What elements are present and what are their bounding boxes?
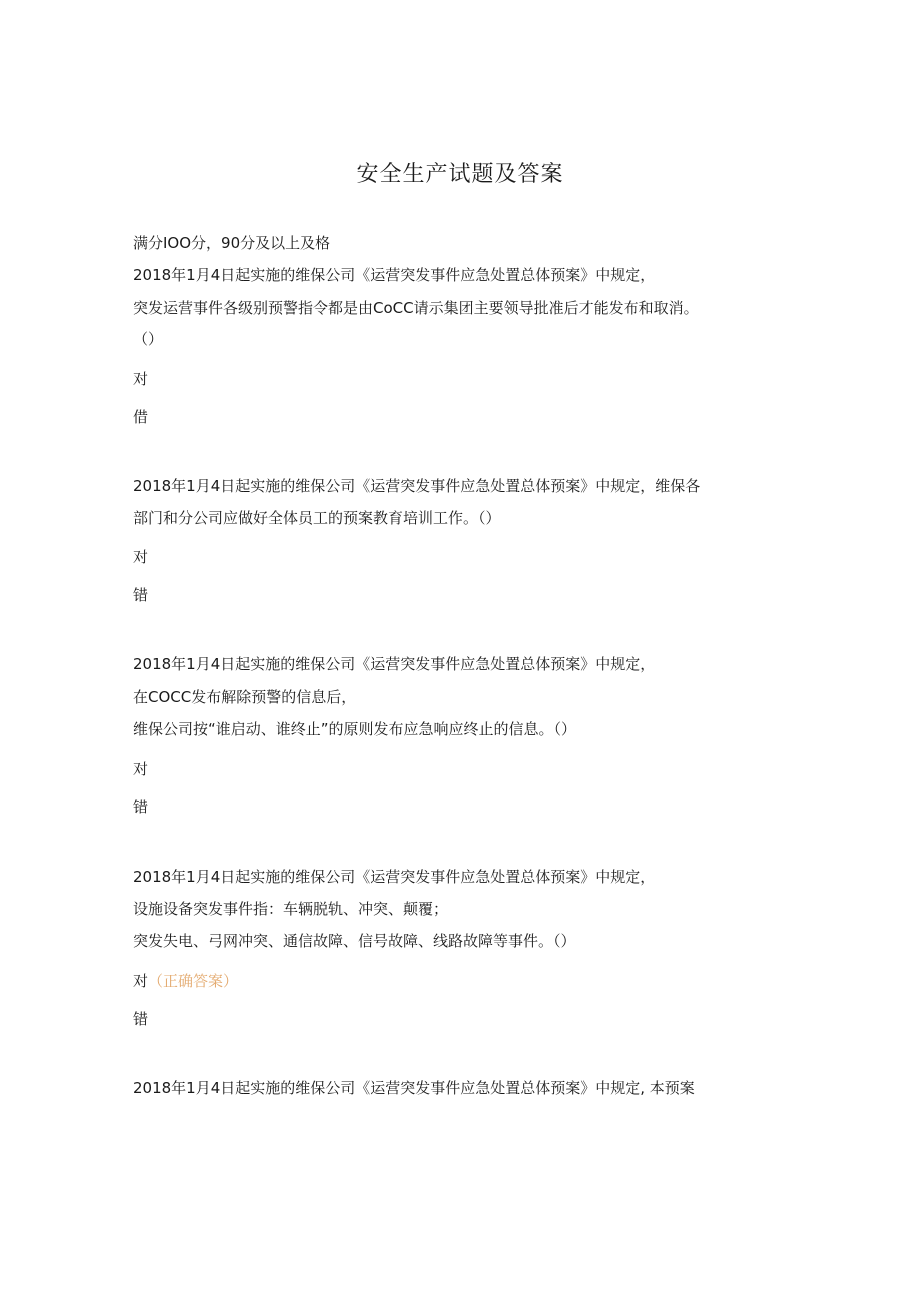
question-text-line: 设施设备突发事件指：车辆脱轨、冲突、颠覆； — [133, 900, 449, 918]
question-text-line: 部门和分公司应做好全体员工的预案教育培训工作。（） — [133, 509, 501, 527]
page-title: 安全生产试题及答案 — [356, 162, 564, 187]
question-text-line: 维保公司按“谁启动、谁终止”的原则发布应急响应终止的信息。（） — [133, 720, 577, 738]
option-false[interactable]: 错 — [133, 1010, 149, 1028]
option-false[interactable]: 错 — [133, 586, 149, 604]
option-false[interactable]: 错 — [133, 798, 149, 816]
option-label: 对 — [133, 972, 149, 990]
question-text-line: 2018年1月4日起实施的维保公司《运营突发事件应急处置总体预案》中规定， — [133, 655, 656, 673]
option-true[interactable]: 对 — [133, 548, 149, 566]
question-text-line: 突发运营事件各级别预警指令都是由CoCC请示集团主要领导批准后才能发布和取消。 — [133, 299, 699, 317]
question-text-line: 2018年1月4日起实施的维保公司《运营突发事件应急处置总体预案》中规定，维保各 — [133, 477, 701, 495]
exam-intro: 满分IOO分，90分及以上及格 — [133, 234, 331, 252]
option-false[interactable]: 借 — [133, 408, 149, 426]
question-text-line: 2018年1月4日起实施的维保公司《运营突发事件应急处置总体预案》中规定， — [133, 868, 656, 886]
question-text-line: 2018年1月4日起实施的维保公司《运营突发事件应急处置总体预案》中规定, 本预案 — [133, 1079, 695, 1097]
correct-answer-mark: （正确答案） — [148, 972, 239, 990]
question-text-line: 突发失电、弓网冲突、通信故障、信号故障、线路故障等事件。（） — [133, 932, 576, 950]
option-true[interactable] — [133, 970, 238, 991]
option-true[interactable]: 对 — [133, 370, 149, 388]
question-text-line: （） — [133, 330, 164, 348]
question-text-line: 2018年1月4日起实施的维保公司《运营突发事件应急处置总体预案》中规定， — [133, 266, 656, 284]
option-true[interactable]: 对 — [133, 760, 149, 778]
question-text-line: 在COCC发布解除预警的信息后， — [133, 688, 357, 706]
